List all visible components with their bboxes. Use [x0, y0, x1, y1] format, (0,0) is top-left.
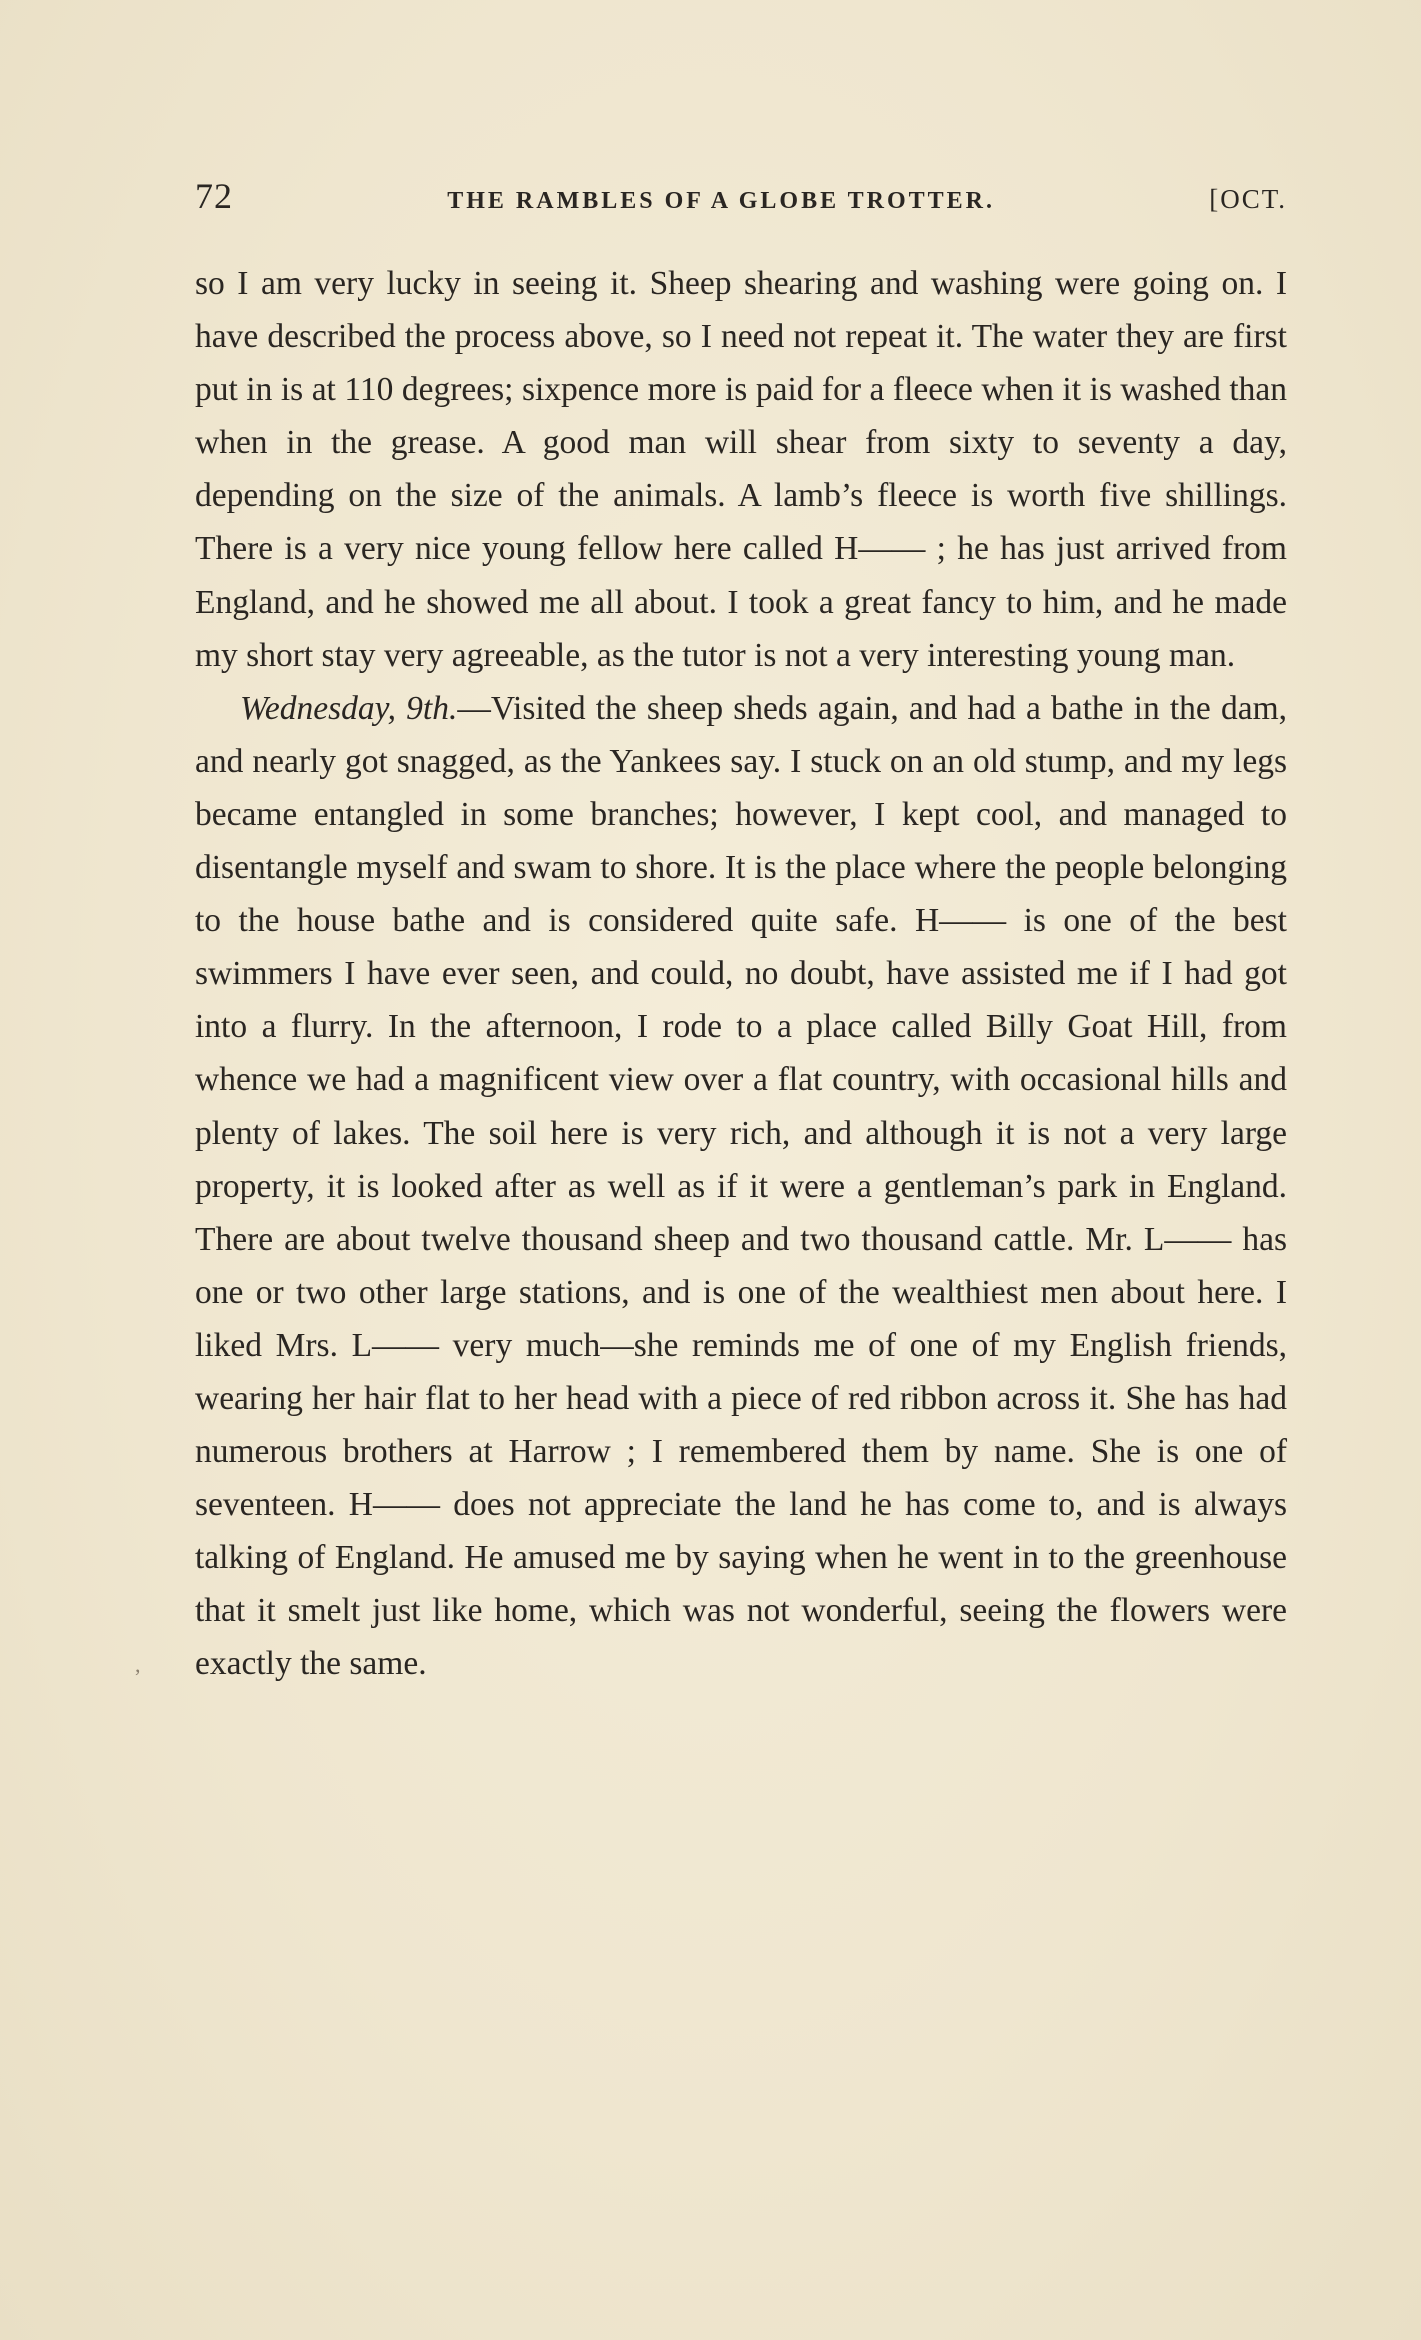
paragraph-text: —Visited the sheep sheds again, and had a bathe in the dam, and nearly got snagged, as the Yankees say. I stuck on an old stump, and my legs became entangled in some branches; however, I kept cool, and managed to disentangle myself and swam to shore. It is the place where the people belonging to the house bathe and is considered quite safe. H—— is one of the best swimmers I have ever seen, and could, no doubt, have assisted me if I had got into a flurry. In the afternoon, I rode to a place called Billy Goat Hill, from whence we had a magnificent view over a flat country, with occasional hills and plenty of lakes. The soil here is very rich, and although it is not a very large property, it is looked after as well as if it were a gentleman’s park in England. There are about twelve thousand sheep and two thousand cattle. Mr. L—— has one or two other large stations, and is one of the wealthiest men about here. I liked Mrs. L—— very much—she reminds me of one of my English friends, wearing her hair flat to her head with a piece of red ribbon across it. She has had numerous brothers at Harrow ; I remembered them by name. She is one of seventeen. H—— does not appreciate the land he has come to, and is always talking of England. He amused me by saying when he went in to the greenhouse that it smelt just like home, which was not wonderful, seeing the flowers were exactly the same. — [195, 689, 1287, 1683]
running-header — [195, 175, 1287, 235]
paragraph-text: so I am very lucky in seeing it. Sheep shearing and washing were going on. I have described the process above, so I need not repeat it. The water they are first put in is at 110 degrees; sixpence more is paid for a fleece when it is washed than when in the grease. A good man will shear from sixty to seventy a day, depending on the size of the animals. A lamb’s fleece is worth five shillings. There is a very nice young fellow here called H—— ; he has just arrived from England, and he showed me all about. I took a great fancy to him, and he made my short stay very agreeable, as the tutor is not a very interesting young man. — [195, 265, 1287, 674]
book-page — [195, 175, 1287, 1691]
page-number: 72 — [195, 176, 233, 216]
running-title: THE RAMBLES OF A GLOBE TROTTER. — [447, 188, 996, 214]
page-body — [195, 257, 1287, 1691]
margin-mark: , — [135, 1652, 141, 1677]
day-heading: Wednesday, 9th. — [240, 689, 458, 727]
paragraph-continued — [195, 257, 1287, 682]
paragraph-wednesday — [195, 682, 1287, 1691]
running-month: [OCT. — [1209, 184, 1287, 214]
